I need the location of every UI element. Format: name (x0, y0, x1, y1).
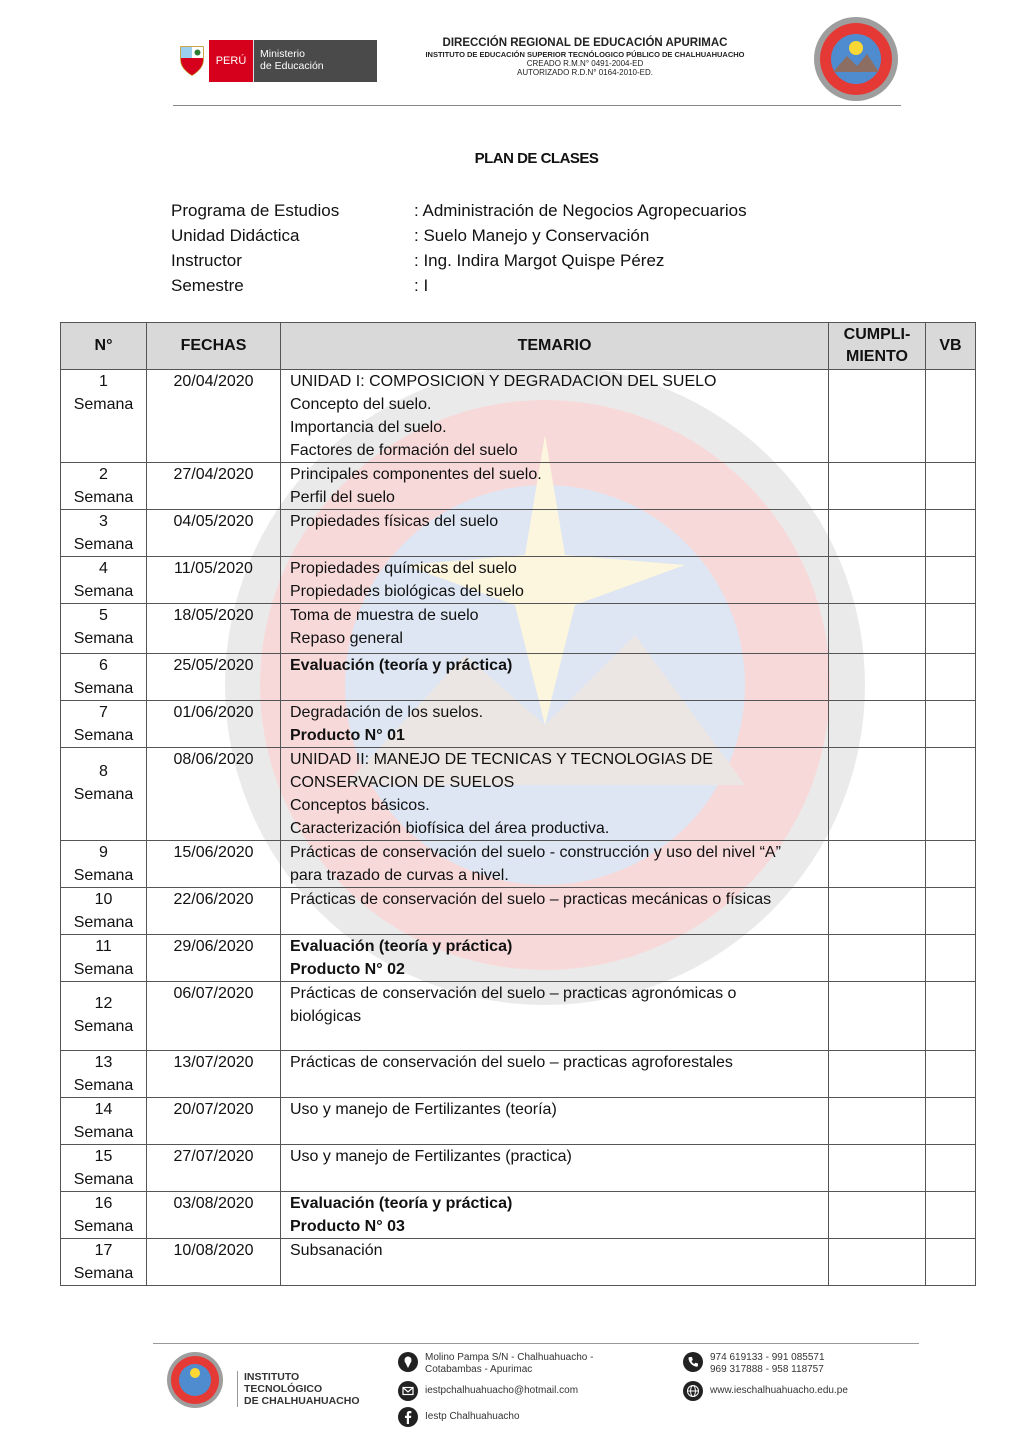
vb-cell[interactable] (926, 604, 976, 654)
peru-coat-of-arms-icon (175, 40, 209, 82)
location-pin-icon (398, 1352, 418, 1372)
week-number: 12 (94, 995, 113, 1012)
topic-cell (281, 935, 829, 982)
compliance-line2: MIENTO (846, 348, 908, 365)
topic-line: Toma de muestra de suelo (290, 607, 479, 624)
topic-line: Producto N° 01 (290, 727, 405, 744)
week-label: Semana (73, 727, 134, 744)
date-cell: 29/06/2020 (147, 935, 281, 982)
compliance-cell[interactable] (829, 1098, 926, 1145)
compliance-cell[interactable] (829, 888, 926, 935)
table-row (61, 557, 976, 604)
topic-cell (281, 654, 829, 701)
compliance-cell[interactable] (829, 701, 926, 748)
compliance-cell[interactable] (829, 557, 926, 604)
date-cell: 15/06/2020 (147, 841, 281, 888)
topic-line: Producto N° 02 (290, 961, 405, 978)
vb-cell[interactable] (926, 982, 976, 1051)
globe-icon (683, 1381, 703, 1401)
week-cell (61, 510, 147, 557)
footer-name-line1: INSTITUTO (244, 1371, 300, 1383)
authorized-resolution: AUTORIZADO R.D.N° 0164-2010-ED. (517, 68, 653, 77)
topic-line: Caracterización biofísica del área productiva. (290, 820, 610, 837)
topic-cell (281, 841, 829, 888)
vb-cell[interactable] (926, 841, 976, 888)
col-header-vb: VB (926, 323, 976, 370)
vb-cell[interactable] (926, 1239, 976, 1286)
week-number: 13 (94, 1054, 113, 1071)
compliance-cell[interactable] (829, 841, 926, 888)
col-header-compliance (829, 323, 926, 370)
table-row (61, 654, 976, 701)
week-cell (61, 604, 147, 654)
info-row-unit (171, 223, 747, 248)
topic-line: Uso y manejo de Fertilizantes (practica) (290, 1148, 572, 1165)
ministry-line1: Ministerio (260, 48, 305, 60)
week-cell (61, 748, 147, 841)
week-number: 16 (94, 1195, 113, 1212)
week-number: 10 (94, 891, 113, 908)
topic-line: Evaluación (teoría y práctica) (290, 938, 513, 955)
date-cell: 20/07/2020 (147, 1098, 281, 1145)
phone-line1: 974 619133 - 991 085571 (710, 1352, 825, 1363)
week-label: Semana (73, 583, 134, 600)
week-cell (61, 1098, 147, 1145)
week-cell (61, 1051, 147, 1098)
topic-cell (281, 982, 829, 1051)
vb-cell[interactable] (926, 654, 976, 701)
week-cell (61, 982, 147, 1051)
week-label: Semana (73, 786, 134, 803)
table-row (61, 1192, 976, 1239)
address-line2: Cotabambas - Apurimac (425, 1364, 533, 1375)
week-label: Semana (73, 961, 134, 978)
topic-cell (281, 1051, 829, 1098)
topic-line: para trazado de curvas a nivel. (290, 867, 509, 884)
compliance-line1: CUMPLI- (843, 326, 911, 343)
info-value: : Administración de Negocios Agropecuarios (414, 201, 747, 220)
week-number: 11 (95, 938, 112, 955)
topic-cell (281, 1098, 829, 1145)
col-header-topics: TEMARIO (281, 323, 829, 370)
week-cell (61, 1145, 147, 1192)
week-cell (61, 1192, 147, 1239)
week-label: Semana (73, 1077, 134, 1094)
week-number: 8 (99, 763, 108, 780)
week-number: 15 (94, 1148, 113, 1165)
week-number: 7 (99, 704, 108, 721)
date-cell: 13/07/2020 (147, 1051, 281, 1098)
week-label: Semana (73, 1124, 134, 1141)
ministry-line2: de Educación (260, 60, 324, 72)
info-label: Semestre (171, 276, 244, 295)
topic-line: Principales componentes del suelo. (290, 466, 542, 483)
table-body (61, 370, 976, 1286)
topic-line: Propiedades biológicas del suelo (290, 583, 524, 600)
compliance-cell[interactable] (829, 604, 926, 654)
col-header-num: N° (61, 323, 147, 370)
compliance-cell[interactable] (829, 370, 926, 463)
topic-line: Repaso general (290, 630, 403, 647)
compliance-cell[interactable] (829, 1239, 926, 1286)
header-divider (173, 105, 901, 106)
info-value: : Suelo Manejo y Conservación (414, 226, 650, 245)
info-row-semester (171, 273, 747, 298)
week-cell (61, 935, 147, 982)
page-footer (0, 1335, 1023, 1447)
col-header-dates: FECHAS (147, 323, 281, 370)
week-label: Semana (73, 1018, 134, 1035)
compliance-cell[interactable] (829, 1051, 926, 1098)
page-title: PLAN DE CLASES (474, 150, 599, 167)
footer-phones (683, 1352, 825, 1376)
compliance-cell[interactable] (829, 463, 926, 510)
week-cell (61, 888, 147, 935)
date-cell: 27/07/2020 (147, 1145, 281, 1192)
vb-cell[interactable] (926, 701, 976, 748)
vb-cell[interactable] (926, 463, 976, 510)
topic-line: CONSERVACION DE SUELOS (290, 774, 515, 791)
topic-cell (281, 1192, 829, 1239)
topic-cell (281, 604, 829, 654)
phone-icon (683, 1352, 703, 1372)
created-resolution: CREADO R.M.N° 0491-2004-ED (526, 59, 644, 68)
week-cell (61, 557, 147, 604)
facebook-text[interactable]: Iestp Chalhuahuacho (425, 1411, 520, 1422)
topic-line: Factores de formación del suelo (290, 442, 518, 459)
topic-line: Producto N° 03 (290, 1218, 405, 1235)
email-text[interactable]: iestpchalhuahuacho@hotmail.com (425, 1385, 579, 1396)
footer-address (398, 1352, 593, 1376)
date-cell: 08/06/2020 (147, 748, 281, 841)
week-cell (61, 370, 147, 463)
topic-cell (281, 1239, 829, 1286)
topic-line: Importancia del suelo. (290, 419, 447, 436)
week-label: Semana (73, 489, 134, 506)
vb-cell[interactable] (926, 370, 976, 463)
table-row (61, 1145, 976, 1192)
footer-institute-name (237, 1371, 360, 1407)
address-line1: Molino Pampa S/N - Chalhuahuacho - (425, 1352, 594, 1363)
info-value: : Ing. Indira Margot Quispe Pérez (414, 251, 665, 270)
topic-line: Prácticas de conservación del suelo – practicas mecánicas o físicas (290, 891, 772, 908)
week-number: 3 (99, 513, 108, 530)
week-label: Semana (73, 396, 134, 413)
week-number: 4 (99, 560, 108, 577)
date-cell: 04/05/2020 (147, 510, 281, 557)
date-cell: 06/07/2020 (147, 982, 281, 1051)
ministry-label (253, 40, 377, 82)
vb-cell[interactable] (926, 510, 976, 557)
week-number: 17 (94, 1242, 113, 1259)
footer-name-line3: DE CHALHUAHUACHO (244, 1395, 360, 1407)
vb-cell[interactable] (926, 935, 976, 982)
info-row-program (171, 198, 747, 223)
table-row (61, 370, 976, 463)
topic-line: Subsanación (290, 1242, 383, 1259)
vb-cell[interactable] (926, 888, 976, 935)
topic-line: Evaluación (teoría y práctica) (290, 1195, 513, 1212)
topic-cell (281, 701, 829, 748)
topic-line: UNIDAD I: COMPOSICION Y DEGRADACION DEL SUELO (290, 373, 717, 390)
topic-line: Prácticas de conservación del suelo – practicas agronómicas o (290, 985, 737, 1002)
table-row (61, 604, 976, 654)
week-number: 14 (94, 1101, 113, 1118)
table-row (61, 935, 976, 982)
week-cell (61, 463, 147, 510)
table-header-row (61, 323, 976, 370)
topic-line: Prácticas de conservación del suelo - construcción y uso del nivel “A” (290, 844, 781, 861)
week-cell (61, 701, 147, 748)
website-text[interactable]: www.ieschalhuahuacho.edu.pe (710, 1385, 848, 1396)
facebook-icon (398, 1407, 418, 1427)
table-row (61, 1051, 976, 1098)
week-label: Semana (73, 630, 134, 647)
course-info (171, 198, 747, 298)
table-row (61, 748, 976, 841)
table-row (61, 982, 976, 1051)
table-row (61, 510, 976, 557)
topic-line: biológicas (290, 1008, 362, 1025)
topic-line: Concepto del suelo. (290, 396, 432, 413)
week-label: Semana (73, 1171, 134, 1188)
footer-divider (153, 1343, 919, 1344)
topic-line: Propiedades químicas del suelo (290, 560, 517, 577)
dre-title: DIRECCIÓN REGIONAL DE EDUCACIÓN APURIMAC (442, 37, 728, 49)
info-label: Instructor (171, 251, 242, 270)
week-label: Semana (73, 1265, 134, 1282)
topic-cell (281, 1145, 829, 1192)
week-label: Semana (73, 914, 134, 931)
compliance-cell[interactable] (829, 748, 926, 841)
vb-cell[interactable] (926, 1192, 976, 1239)
table-row (61, 701, 976, 748)
institute-name: INSTITUTO DE EDUCACIÓN SUPERIOR TECNÓLOGICO PÚBLICO DE CHALHUAHUACHO (425, 50, 745, 59)
week-number: 2 (99, 466, 108, 483)
class-plan-table (60, 322, 976, 1286)
week-cell (61, 654, 147, 701)
vb-cell[interactable] (926, 1145, 976, 1192)
footer-email[interactable] (398, 1381, 578, 1401)
date-cell: 01/06/2020 (147, 701, 281, 748)
topic-cell (281, 557, 829, 604)
date-cell: 22/06/2020 (147, 888, 281, 935)
date-cell: 25/05/2020 (147, 654, 281, 701)
date-cell: 03/08/2020 (147, 1192, 281, 1239)
info-value: : I (414, 276, 429, 295)
compliance-cell[interactable] (829, 982, 926, 1051)
week-label: Semana (73, 680, 134, 697)
ministry-logo (175, 40, 377, 82)
footer-seal-logo (166, 1351, 224, 1409)
week-cell (61, 841, 147, 888)
dre-block (400, 37, 770, 77)
info-label: Programa de Estudios (171, 201, 340, 220)
week-label: Semana (73, 867, 134, 884)
topic-line: Degradación de los suelos. (290, 704, 484, 721)
week-label: Semana (73, 1218, 134, 1235)
institute-seal-logo (813, 16, 899, 102)
topic-cell (281, 888, 829, 935)
email-icon (398, 1381, 418, 1401)
week-number: 5 (99, 607, 108, 624)
topic-line: Prácticas de conservación del suelo – practicas agroforestales (290, 1054, 733, 1071)
topic-cell (281, 370, 829, 463)
footer-name-line2: TECNOLÓGICO (244, 1383, 323, 1395)
topic-cell (281, 748, 829, 841)
footer-website[interactable] (683, 1381, 848, 1401)
week-label: Semana (73, 536, 134, 553)
topic-line: Propiedades físicas del suelo (290, 513, 499, 530)
week-number: 1 (99, 373, 108, 390)
vb-cell[interactable] (926, 748, 976, 841)
table-row (61, 463, 976, 510)
topic-line: UNIDAD II: MANEJO DE TECNICAS Y TECNOLOGIAS DE (290, 751, 713, 768)
topic-line: Evaluación (teoría y práctica) (290, 657, 513, 674)
footer-facebook[interactable] (398, 1407, 520, 1427)
date-cell: 11/05/2020 (147, 557, 281, 604)
topic-cell (281, 463, 829, 510)
compliance-cell[interactable] (829, 935, 926, 982)
info-row-instructor (171, 248, 747, 273)
topic-line: Uso y manejo de Fertilizantes (teoría) (290, 1101, 557, 1118)
letterhead (0, 0, 1023, 110)
date-cell: 20/04/2020 (147, 370, 281, 463)
info-label: Unidad Didáctica (171, 226, 300, 245)
date-cell: 18/05/2020 (147, 604, 281, 654)
compliance-cell[interactable] (829, 510, 926, 557)
date-cell: 27/04/2020 (147, 463, 281, 510)
topic-line: Perfil del suelo (290, 489, 395, 506)
week-number: 9 (99, 844, 108, 861)
country-label: PERÚ (209, 40, 253, 82)
vb-cell[interactable] (926, 557, 976, 604)
compliance-cell[interactable] (829, 1192, 926, 1239)
table-row (61, 841, 976, 888)
compliance-cell[interactable] (829, 1145, 926, 1192)
table-row (61, 888, 976, 935)
table-row (61, 1239, 976, 1286)
date-cell: 10/08/2020 (147, 1239, 281, 1286)
vb-cell[interactable] (926, 1098, 976, 1145)
topic-cell (281, 510, 829, 557)
week-cell (61, 1239, 147, 1286)
week-number: 6 (99, 657, 108, 674)
phone-line2: 969 317888 - 958 118757 (710, 1364, 824, 1375)
compliance-cell[interactable] (829, 654, 926, 701)
table-row (61, 1098, 976, 1145)
vb-cell[interactable] (926, 1051, 976, 1098)
topic-line: Conceptos básicos. (290, 797, 430, 814)
